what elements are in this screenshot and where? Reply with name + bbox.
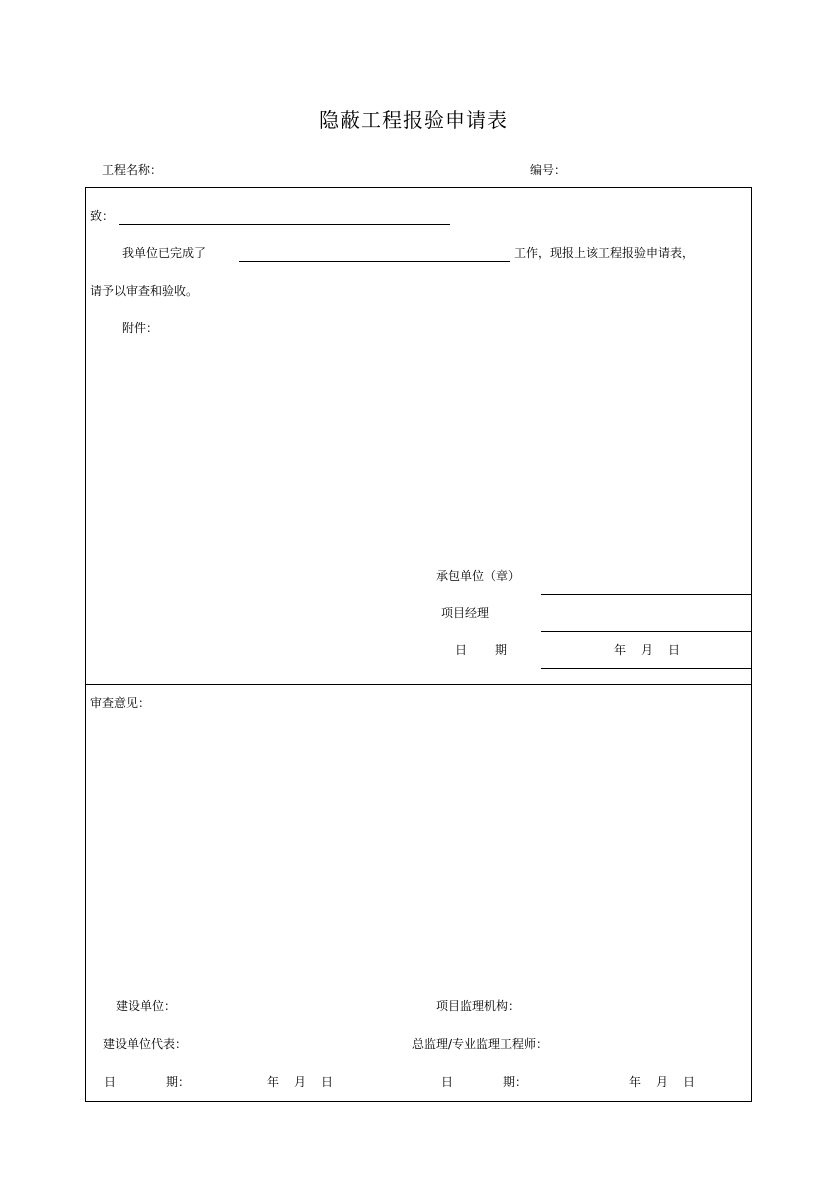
owner-label: 建设单位： <box>116 999 177 1013</box>
owner-date-year: 年 <box>267 1075 280 1089</box>
project-manager-field[interactable] <box>541 631 752 632</box>
project-manager-label: 项目经理 <box>441 606 490 620</box>
number-label: 编号： <box>530 163 567 177</box>
supervisor-date-year: 年 <box>629 1075 642 1089</box>
date-year: 年 <box>614 643 627 657</box>
project-name-label: 工程名称： <box>102 163 163 177</box>
supervisor-date-day: 日 <box>683 1075 696 1089</box>
supervisor-date-month: 月 <box>656 1075 669 1089</box>
request-line: 请予以审查和验收。 <box>90 284 199 298</box>
owner-date-char-1: 日 <box>104 1075 117 1089</box>
to-label: 致： <box>90 209 115 223</box>
completed-suffix: 工作，现报上该工程报验申请表， <box>514 246 695 260</box>
date-label-char-2: 期 <box>495 643 508 657</box>
review-label: 审查意见： <box>90 696 151 710</box>
date-field[interactable] <box>541 668 752 669</box>
completed-prefix: 我单位已完成了 <box>122 246 207 260</box>
date-day: 日 <box>668 643 681 657</box>
work-name-field[interactable] <box>239 261 510 262</box>
contractor-field[interactable] <box>541 594 752 595</box>
owner-date-month: 月 <box>294 1075 307 1089</box>
date-label-char-1: 日 <box>455 643 468 657</box>
owner-date-day: 日 <box>321 1075 334 1089</box>
date-month: 月 <box>641 643 654 657</box>
form-title: 隐蔽工程报验申请表 <box>319 108 508 132</box>
owner-date-char-2: 期： <box>166 1075 191 1089</box>
attachment-label: 附件： <box>122 321 159 335</box>
supervisor-label: 总监理/专业监理工程师： <box>412 1037 549 1051</box>
supervisor-date-char-1: 日 <box>441 1075 454 1089</box>
contractor-label: 承包单位（章） <box>436 569 521 583</box>
supervisor-date-char-2: 期： <box>503 1075 528 1089</box>
owner-rep-label: 建设单位代表： <box>103 1037 188 1051</box>
supervision-org-label: 项目监理机构： <box>436 999 521 1013</box>
recipient-field[interactable] <box>119 224 450 225</box>
